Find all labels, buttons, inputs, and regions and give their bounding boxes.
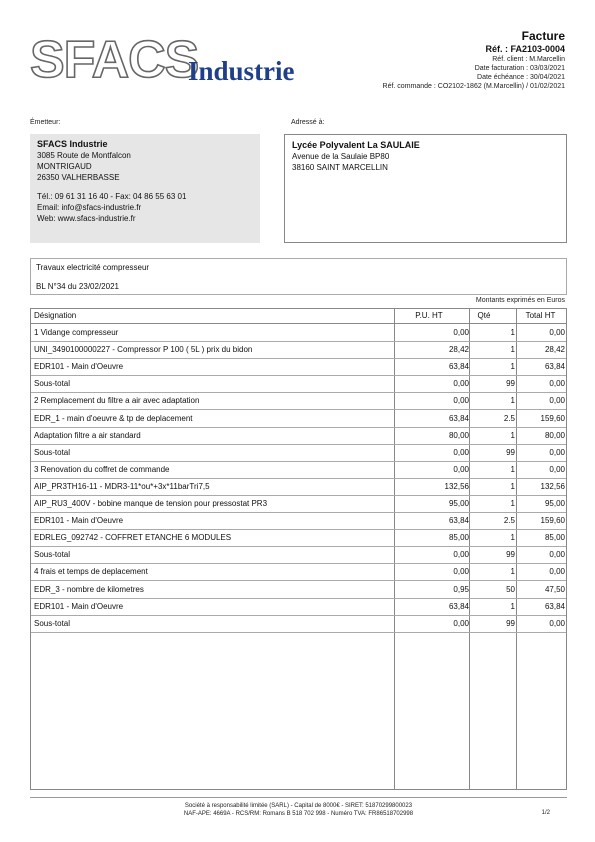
row-unit-price: 0,00: [453, 396, 469, 406]
destinataire-label: Adressé à:: [291, 119, 325, 126]
row-total: 0,00: [549, 567, 565, 577]
row-designation: 2 Remplacement du filtre a air avec adaptation: [34, 396, 200, 406]
row-qty: 99: [506, 550, 515, 560]
page-number: 1/2: [541, 810, 550, 816]
emetteur-phone: Tél.: 09 61 31 16 40 - Fax: 04 86 55 63 01: [37, 192, 187, 201]
row-unit-price: 0,00: [453, 328, 469, 337]
table-row: [31, 393, 566, 410]
logo-industrie: Industrie: [188, 56, 295, 86]
row-qty: 1: [510, 430, 515, 440]
row-qty: 1: [510, 345, 515, 355]
ref-commande: Réf. commande : CO2102-1862 (M.Marcellin) / 01/02/2021: [382, 83, 565, 90]
row-total: 0,00: [549, 550, 565, 560]
row-total: 159,60: [540, 413, 565, 423]
destinataire-box: [284, 134, 567, 243]
emetteur-name: SFACS Industrie: [37, 139, 108, 149]
row-designation: Sous-total: [34, 550, 71, 560]
row-qty: 99: [506, 447, 515, 457]
emetteur-label: Émetteur:: [30, 119, 61, 126]
row-total: 80,00: [544, 430, 565, 440]
emetteur-email: Email: info@sfacs-industrie.fr: [37, 203, 142, 212]
table-row: [31, 428, 566, 445]
row-designation: Sous-total: [34, 618, 71, 628]
table-row: [31, 530, 566, 547]
objet-line1: Travaux electricité compresseur: [36, 263, 150, 272]
row-designation: EDR101 - Main d'Oeuvre: [34, 601, 124, 611]
table-row: [31, 445, 566, 462]
emetteur-address3: 26350 VALHERBASSE: [37, 173, 120, 182]
row-unit-price: 63,84: [448, 413, 469, 423]
emetteur-web: Web: www.sfacs-industrie.fr: [37, 214, 136, 223]
row-designation: 1 Vidange compresseur: [34, 328, 119, 337]
header-designation: Désignation: [34, 311, 77, 320]
row-qty: 1: [510, 601, 515, 611]
table-row: [31, 479, 566, 496]
row-unit-price: 95,00: [448, 499, 469, 508]
row-unit-price: 28,42: [448, 345, 469, 355]
table-row: [31, 411, 566, 428]
row-total: 28,42: [544, 345, 565, 355]
row-designation: EDR101 - Main d'Oeuvre: [34, 362, 124, 372]
table-header-row: [31, 309, 566, 324]
row-qty: 1: [510, 533, 515, 543]
row-designation: UNI_3490100000227 - Compressor P 100 ( 5L ) prix du bidon: [34, 345, 253, 355]
row-qty: 99: [506, 618, 515, 628]
row-designation: AIP_PR3TH16-11 - MDR3-11*ou*+3x*11barTri7,5: [34, 481, 210, 491]
table-row: [31, 359, 566, 376]
currency-note: Montants exprimés en Euros: [475, 297, 565, 304]
company-logo: [30, 32, 320, 88]
emetteur-box: [30, 134, 260, 243]
row-total: 0,00: [549, 328, 565, 337]
objet-box: [30, 258, 567, 295]
table-row: [31, 616, 566, 633]
row-designation: EDRLEG_092742 - COFFRET ETANCHE 6 MODULES: [34, 533, 232, 543]
row-unit-price: 63,84: [448, 516, 469, 526]
row-qty: 1: [510, 328, 515, 337]
row-designation: 3 Renovation du coffret de commande: [34, 464, 170, 474]
table-row: [31, 325, 566, 342]
row-qty: 1: [510, 499, 515, 508]
table-row: [31, 564, 566, 581]
row-total: 85,00: [544, 533, 565, 543]
table-row: [31, 342, 566, 359]
row-unit-price: 132,56: [444, 481, 469, 491]
row-unit-price: 0,00: [453, 464, 469, 474]
row-unit-price: 63,84: [448, 601, 469, 611]
row-designation: Sous-total: [34, 379, 71, 389]
row-unit-price: 0,95: [453, 584, 469, 594]
client-ref: Réf. client : M.Marcellin: [492, 56, 565, 63]
row-total: 0,00: [549, 379, 565, 389]
header-pu: P.U. HT: [415, 311, 443, 320]
row-total: 159,60: [540, 516, 565, 526]
table-row: [31, 513, 566, 530]
table-row: [31, 582, 566, 599]
row-total: 63,84: [544, 601, 565, 611]
invoice-table: [30, 308, 567, 790]
row-unit-price: 0,00: [453, 567, 469, 577]
row-designation: EDR101 - Main d'Oeuvre: [34, 516, 124, 526]
table-row: [31, 496, 566, 513]
invoice-ref: Réf. : FA2103-0004: [485, 44, 565, 54]
destinataire-address2: 38160 SAINT MARCELLIN: [292, 163, 388, 172]
row-total: 95,00: [544, 499, 565, 508]
row-designation: EDR_1 - main d'oeuvre & tp de deplacement: [34, 413, 193, 423]
destinataire-name: Lycée Polyvalent La SAULAIE: [292, 140, 420, 150]
row-designation: 4 frais et temps de deplacement: [34, 567, 148, 577]
emetteur-address1: 3085 Route de Montfalcon: [37, 151, 131, 160]
invoice-header: [383, 30, 565, 91]
row-qty: 2.5: [503, 413, 515, 423]
row-qty: 99: [506, 379, 515, 389]
row-qty: 1: [510, 481, 515, 491]
date-echeance: Date échéance : 30/04/2021: [477, 74, 565, 81]
row-qty: 2.5: [503, 516, 515, 526]
row-unit-price: 0,00: [453, 550, 469, 560]
row-unit-price: 0,00: [453, 447, 469, 457]
row-unit-price: 80,00: [448, 430, 469, 440]
table-row: [31, 376, 566, 393]
row-unit-price: 85,00: [448, 533, 469, 543]
row-total: 0,00: [549, 447, 565, 457]
row-designation: AIP_RU3_400V - bobine manque de tension pour pressostat PR3: [34, 499, 268, 508]
row-total: 0,00: [549, 396, 565, 406]
objet-line2: BL N°34 du 23/02/2021: [36, 282, 119, 291]
row-qty: 50: [506, 584, 515, 594]
row-qty: 1: [510, 396, 515, 406]
row-qty: 1: [510, 567, 515, 577]
header-qty: Qté: [477, 311, 491, 320]
row-total: 0,00: [549, 464, 565, 474]
row-total: 0,00: [549, 618, 565, 628]
date-facturation: Date facturation : 03/03/2021: [474, 65, 565, 72]
emetteur-address2: MONTRIGAUD: [37, 162, 92, 171]
legal-footer: [30, 797, 567, 818]
row-designation: Adaptation filtre a air standard: [34, 430, 141, 440]
row-qty: 1: [510, 464, 515, 474]
row-total: 47,50: [544, 584, 565, 594]
row-designation: EDR_3 - nombre de kilometres: [34, 584, 144, 594]
row-unit-price: 0,00: [453, 618, 469, 628]
table-row: [31, 462, 566, 479]
row-unit-price: 0,00: [453, 379, 469, 389]
table-row: [31, 599, 566, 616]
invoice-title: Facture: [521, 29, 565, 43]
row-total: 63,84: [544, 362, 565, 372]
row-qty: 1: [510, 362, 515, 372]
logo-sfacs: SFACS: [30, 31, 199, 89]
row-unit-price: 63,84: [448, 362, 469, 372]
row-designation: Sous-total: [34, 447, 71, 457]
footer-line1: Société à responsabilité limitée (SARL) - Capital de 8000€ - SIRET: 51870299800023: [184, 803, 413, 809]
footer-line2: NAF-APE: 4669A - RCS/RM: Romans B 518 702 998 - Numéro TVA: FR86518702998: [183, 811, 414, 817]
table-row: [31, 547, 566, 564]
destinataire-address1: Avenue de la Saulaie BP80: [292, 152, 390, 161]
row-total: 132,56: [540, 481, 565, 491]
header-total: Total HT: [525, 311, 556, 320]
